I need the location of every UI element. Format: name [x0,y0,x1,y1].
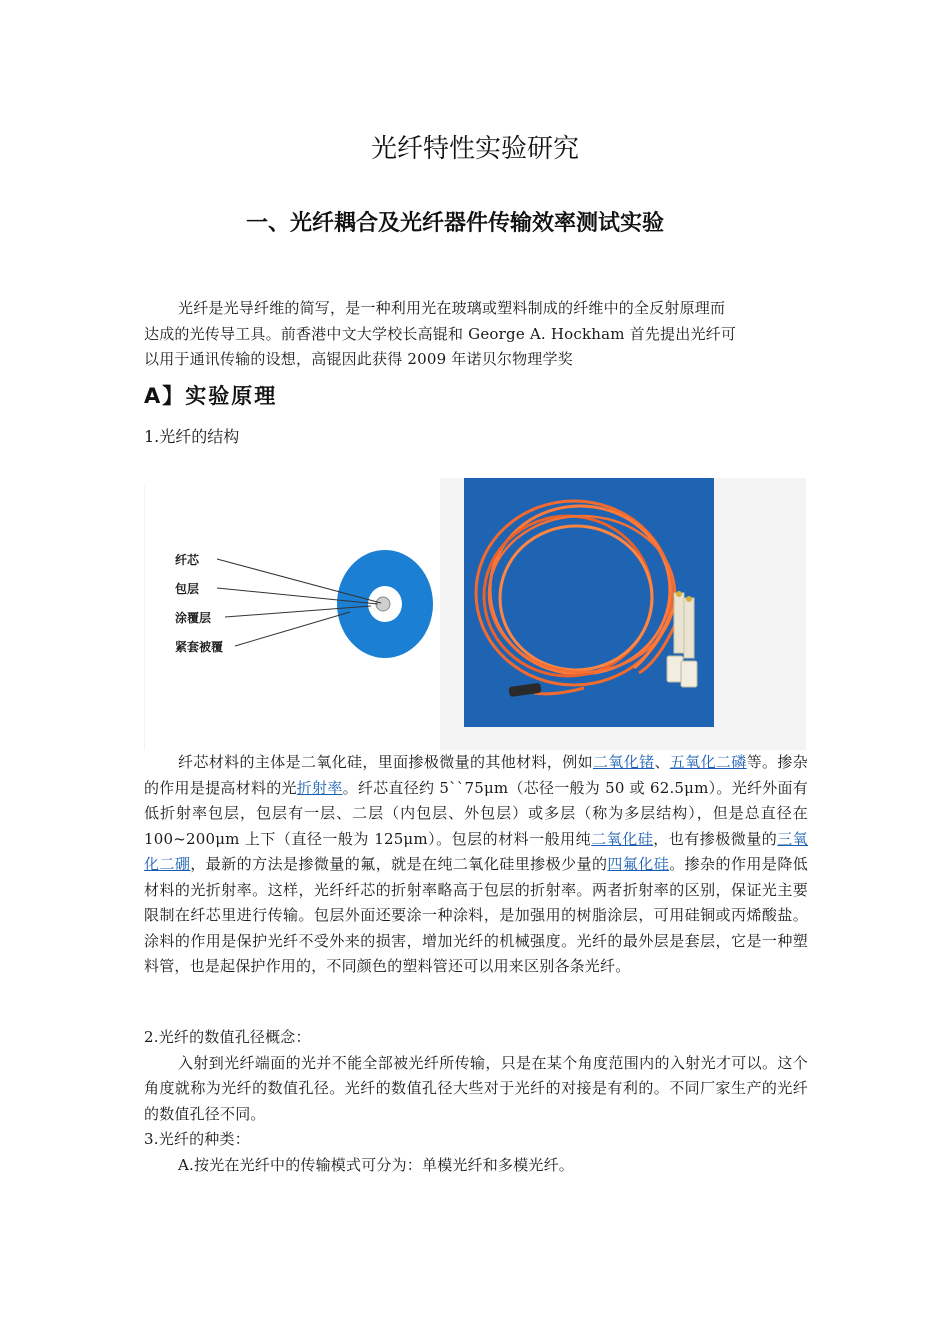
text-run: 。纤芯直径约 5``75μm（芯径一般为 50 或 62.5μm）。光纤外面有低折射率包层，包层有一层、二层（内包层、外包层）或多层（称为多层结构），但是总直径在 100~200μm 上下（直径一般为 125μm）。包层的材料一般用纯 [144,778,808,848]
label-cladding: 包层 [175,582,200,596]
link-refractive-index[interactable]: 折射率 [296,778,343,797]
text-run: 。掺杂的作用是降低材料的光折射率。这样，光纤纤芯的折射率略高于包层的折射率。两者折射率的区别，保证光主要限制在纤芯里进行传输。包层外面还要涂一种涂料，是加强用的树脂涂层，可用硅铜或丙烯酸盐。涂料的作用是保护光纤不受外来的损害，增加光纤的机械强度。光纤的最外层是套层，它是一种塑料管，也是起保护作用的，不同颜色的塑料管还可以用来区别各条光纤。 [144,855,808,975]
fiber-structure-paragraph [144,750,808,980]
label-core: 纤芯 [175,553,200,567]
text-run: 等。掺杂的作用是提高材料的光 [144,753,808,797]
page-title: 光纤特性实验研究 [370,134,579,164]
link-phosphorus-pentoxide[interactable]: 五氧化二磷 [669,753,747,771]
fiber-diagram-svg [145,486,441,750]
paragraph: A.按光在光纤中的传输模式可分为：单模光纤和多模光纤。 [178,1155,575,1174]
subsection-fiber-structure: 1.光纤的结构 [144,427,240,446]
label-tight-buffer: 紧套被覆 [175,640,224,654]
link-silicon-tetrafluoride[interactable]: 四氟化硅 [607,855,670,873]
text-run: ，最新的方法是掺微量的氟，就是在纯二氧化硅里掺极少量的 [190,855,608,873]
section-heading: 一、光纤耦合及光纤器件传输效率测试实验 [245,211,664,236]
link-germanium-dioxide[interactable]: 二氧化锗 [592,753,655,771]
subsection-heading: 2.光纤的数值孔径概念： [144,1028,311,1046]
subsection-heading: 3.光纤的种类： [144,1130,250,1148]
paragraph: 入射到光纤端面的光并不能全部被光纤所传输，只是在某个角度范围内的入射光才可以。这个角度就称为光纤的数值孔径。光纤的数值孔径大些对于光纤的对接是有利的。不同厂家生产的光纤的数值孔径不同。 [144,1053,808,1123]
patch-cord-photo [464,478,714,727]
link-silicon-dioxide[interactable]: 二氧化硅 [591,829,654,848]
text-run: 、 [654,753,670,771]
fiber-cross-section-figure [144,486,441,750]
text-run: 纤芯材料的主体是二氧化硅，里面掺极微量的其他材料，例如 [178,753,593,771]
core-shape [376,597,390,611]
intro-line: 以用于通讯传输的设想，高锟因此获得 2009 年诺贝尔物理学奖 [144,350,573,368]
patch-cord-svg [464,478,714,727]
intro-line: 达成的光传导工具。前香港中文大学校长高锟和 George A. Hockham 首先提出光纤可 [144,324,737,343]
paragraph [144,750,808,980]
label-coating: 涂覆层 [175,611,212,625]
leader-line [235,612,350,646]
section-a-heading: A】实验原理 [144,384,278,408]
intro-paragraph [144,296,808,373]
link-boron-trioxide[interactable]: 三氧化二硼 [144,829,808,873]
text-run: ，也有掺极微量的 [653,829,778,848]
numerical-aperture-section [144,1025,808,1178]
intro-line: 光纤是光导纤维的简写，是一种利用光在玻璃或塑料制成的纤维中的全反射原理而 [178,299,726,317]
